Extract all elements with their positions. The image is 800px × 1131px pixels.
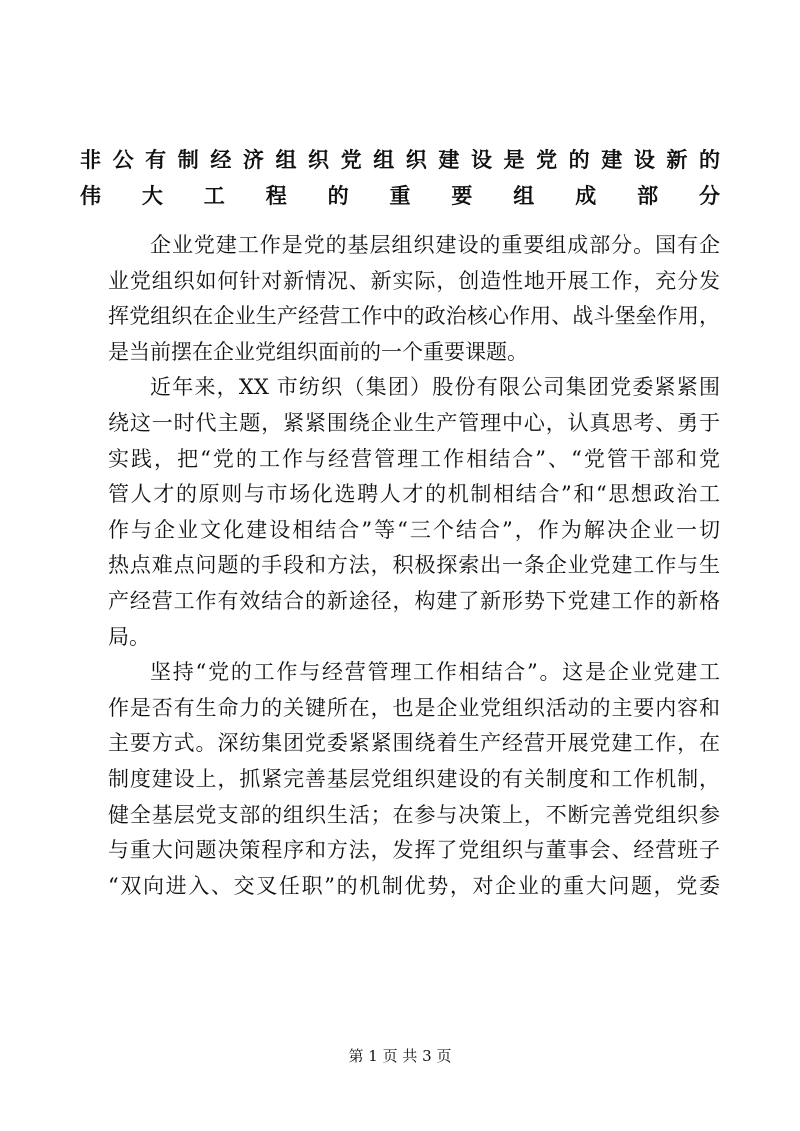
paragraph [108,370,720,655]
text-line: 局。 [108,624,150,649]
text-line: 管人才的原则与市场化选聘人才的机制相结合”和“思想政治工 [108,482,720,507]
text-line: 企业党建工作是党的基层组织建设的重要组成部分。国有企 [150,233,720,257]
title-line: 伟大工程的重要组成部分 [80,182,720,208]
text-line: 作与企业文化建设相结合”等“三个结合”，作为解决企业一切 [108,517,720,542]
page-footer: 第 1 页 共 3 页 [348,1047,452,1065]
text-line: 产经营工作有效结合的新途径，构建了新形势下党建工作的新格 [108,588,720,613]
text-line: 实践，把“党的工作与经营管理工作相结合”、“党管干部和党 [108,446,720,471]
text-line: 近年来，XX 市纺织（集团）股份有限公司集团党委紧紧围 [150,375,720,400]
text-line: 坚持“党的工作与经营管理工作相结合”。这是企业党建工 [150,660,720,685]
text-line: 制度建设上，抓紧完善基层党组织建设的有关制度和工作机制， [108,766,720,791]
text-line: 绕这一时代主题，紧紧围绕企业生产管理中心，认真思考、勇于 [108,410,720,435]
document-body [108,228,720,904]
text-line: 健全基层党支部的组织生活；在参与决策上，不断完善党组织参 [108,802,720,827]
text-line: 是当前摆在企业党组织面前的一个重要课题。 [108,339,528,364]
text-line: 主要方式。深纺集团党委紧紧围绕着生产经营开展党建工作，在 [108,731,720,756]
title-line: 非公有制经济组织党组织建设是党的建设新的 [80,147,720,172]
text-line: 作是否有生命力的关键所在，也是企业党组织活动的主要内容和 [108,695,720,720]
text-line: 与重大问题决策程序和方法，发挥了党组织与董事会、经营班子 [108,838,720,863]
text-line: 热点难点问题的手段和方法，积极探索出一条企业党建工作与生 [108,553,720,578]
text-line: 业党组织如何针对新情况、新实际，创造性地开展工作，充分发 [108,268,720,293]
document-title [80,142,720,213]
paragraph [108,655,720,904]
text-line: “双向进入、交叉任职”的机制优势，对企业的重大问题，党委 [108,873,720,898]
paragraph [108,228,720,370]
text-line: 挥党组织在企业生产经营工作中的政治核心作用、战斗堡垒作用， [108,304,720,329]
